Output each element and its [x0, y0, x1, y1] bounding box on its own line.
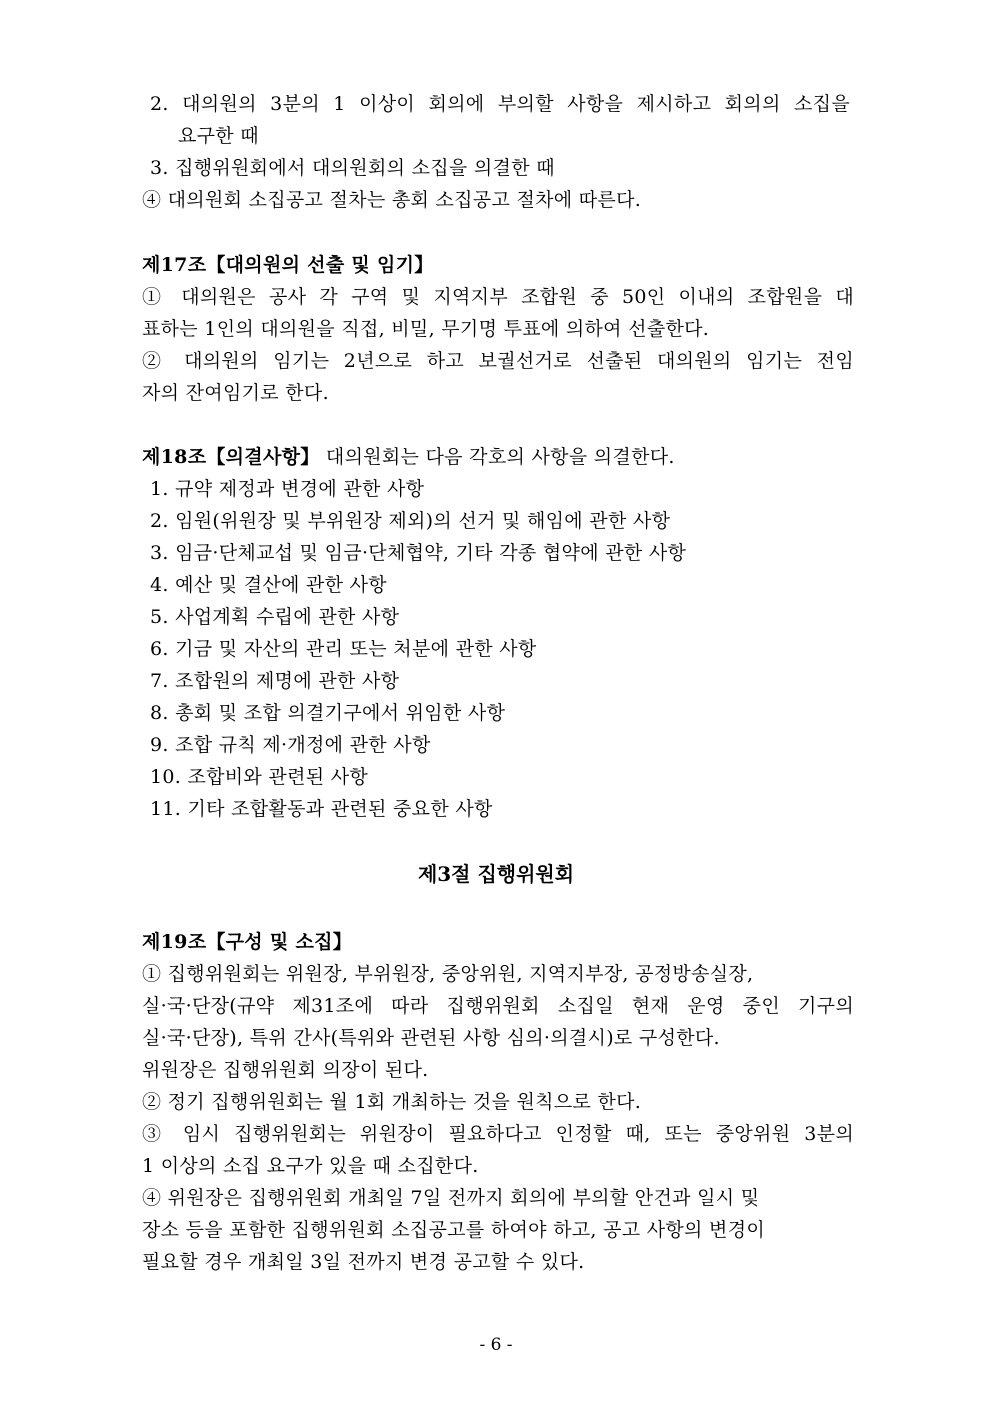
list-item: 9. 조합 규칙 제·개정에 관한 사항	[150, 734, 431, 756]
paragraph: ④ 위원장은 집행위원회 개최일 7일 전까지 회의에 부의할 안건과 일시 및	[142, 1187, 760, 1209]
list-item: 8. 총회 및 조합 의결기구에서 위임한 사항	[150, 702, 506, 724]
paragraph: ④ 대의원회 소집공고 절차는 총회 소집공고 절차에 따른다.	[142, 189, 642, 211]
paragraph: ① 대의원은 공사 각 구역 및 지역지부 조합원 중 50인 이내의 조합원을 대	[142, 286, 854, 308]
section-title: 제3절 집행위원회	[417, 862, 575, 886]
paragraph: 1 이상의 소집 요구가 있을 때 소집한다.	[142, 1155, 479, 1177]
paragraph: 위원장은 집행위원회 의장이 된다.	[142, 1059, 429, 1081]
paragraph: 자의 잔여임기로 한다.	[142, 382, 329, 404]
article-heading-text: 대의원회는 다음 각호의 사항을 의결한다.	[319, 446, 675, 468]
list-item: 3. 집행위원회에서 대의원회의 소집을 의결한 때	[150, 157, 555, 179]
paragraph: ① 집행위원회는 위원장, 부위원장, 중앙위원, 지역지부장, 공정방송실장,	[142, 963, 754, 985]
list-item: 1. 규약 제정과 변경에 관한 사항	[150, 478, 425, 500]
article-heading: 제18조【의결사항】	[142, 446, 320, 468]
paragraph: 표하는 1인의 대의원을 직접, 비밀, 무기명 투표에 의하여 선출한다.	[142, 318, 710, 340]
list-item-continuation: 요구한 때	[178, 125, 259, 147]
list-item: 4. 예산 및 결산에 관한 사항	[150, 574, 387, 596]
article-heading: 제17조【대의원의 선출 및 임기】	[142, 254, 434, 276]
page-number: - 6 -	[479, 1335, 513, 1355]
paragraph: ② 정기 집행위원회는 월 1회 개최하는 것을 원칙으로 한다.	[142, 1091, 642, 1113]
list-item: 6. 기금 및 자산의 관리 또는 처분에 관한 사항	[150, 638, 537, 660]
list-item: 2. 대의원의 3분의 1 이상이 회의에 부의할 사항을 제시하고 회의의 소집을	[150, 93, 850, 115]
list-item: 3. 임금·단체교섭 및 임금·단체협약, 기타 각종 협약에 관한 사항	[150, 542, 687, 564]
paragraph: 실·국·단장(규약 제31조에 따라 집행위원회 소집일 현재 운영 중인 기구의	[142, 995, 854, 1017]
list-item: 10. 조합비와 관련된 사항	[150, 766, 369, 788]
list-item: 5. 사업계획 수립에 관한 사항	[150, 606, 400, 628]
paragraph: 필요할 경우 개최일 3일 전까지 변경 공고할 수 있다.	[142, 1251, 585, 1273]
paragraph: 장소 등을 포함한 집행위원회 소집공고를 하여야 하고, 공고 사항의 변경이	[142, 1219, 766, 1241]
list-item: 7. 조합원의 제명에 관한 사항	[150, 670, 400, 692]
list-item: 2. 임원(위원장 및 부위원장 제외)의 선거 및 해임에 관한 사항	[150, 510, 671, 532]
article-heading: 제19조【구성 및 소집】	[142, 931, 353, 953]
paragraph: 실·국·단장), 특위 간사(특위와 관련된 사항 심의·의결시)로 구성한다.	[142, 1027, 720, 1049]
paragraph: ③ 임시 집행위원회는 위원장이 필요하다고 인정할 때, 또는 중앙위원 3분의	[142, 1123, 854, 1145]
paragraph: ② 대의원의 임기는 2년으로 하고 보궐선거로 선출된 대의원의 임기는 전임	[142, 350, 854, 372]
article-heading-line	[142, 441, 854, 473]
list-item: 11. 기타 조합활동과 관련된 중요한 사항	[150, 798, 493, 820]
